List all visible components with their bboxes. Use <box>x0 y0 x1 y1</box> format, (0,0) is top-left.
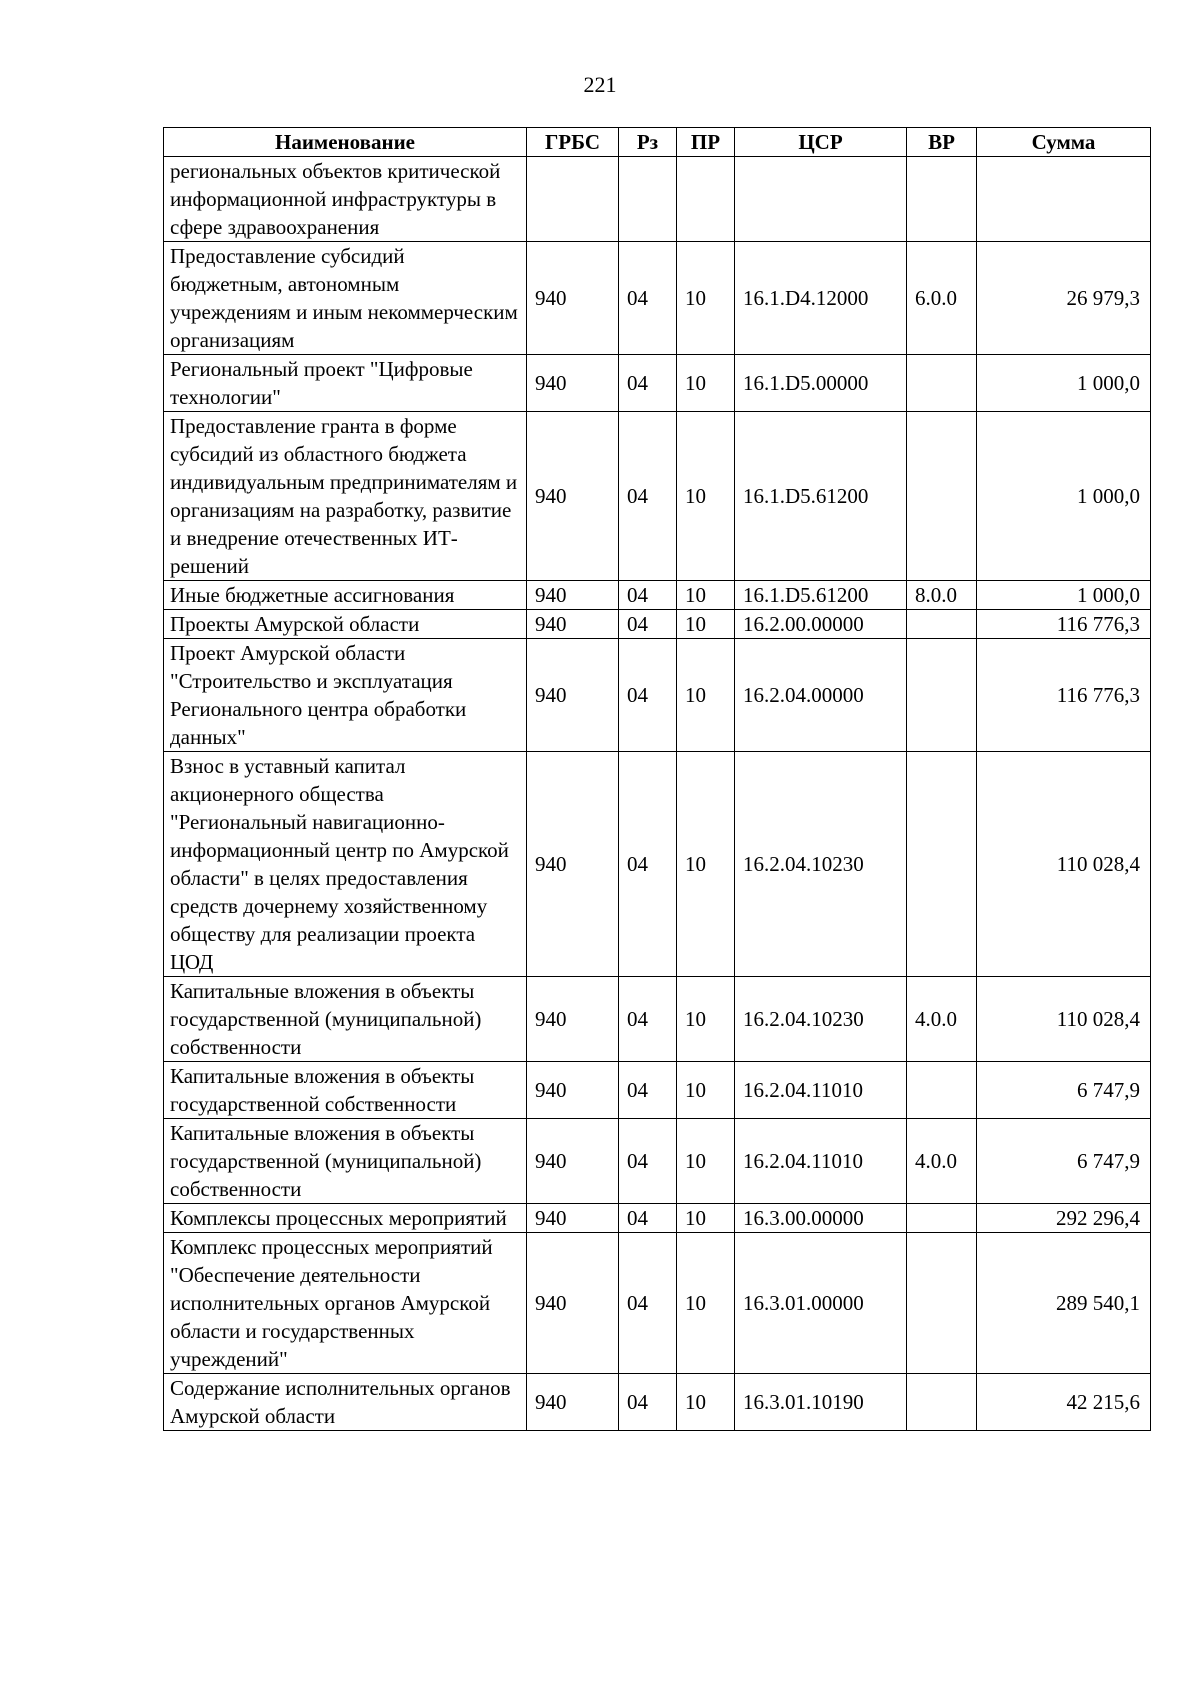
table-row <box>164 752 1151 977</box>
row-name: Проект Амурской области "Строительство и эксплуатация Регионального центра обработки данных" <box>164 639 527 752</box>
row-grbs: 940 <box>527 1204 619 1233</box>
header-pr: ПР <box>677 128 735 157</box>
row-grbs: 940 <box>527 355 619 412</box>
row-name: Проекты Амурской области <box>164 610 527 639</box>
row-pr: 10 <box>677 1233 735 1374</box>
row-vr: 6.0.0 <box>907 242 977 355</box>
table-row <box>164 1374 1151 1431</box>
row-rz: 04 <box>619 1204 677 1233</box>
row-pr: 10 <box>677 1204 735 1233</box>
table-row <box>164 157 1151 242</box>
row-csr: 16.1.D5.61200 <box>735 412 907 581</box>
row-sum: 292 296,4 <box>977 1204 1151 1233</box>
row-sum: 116 776,3 <box>977 639 1151 752</box>
header-vr: ВР <box>907 128 977 157</box>
row-csr: 16.2.04.11010 <box>735 1119 907 1204</box>
row-pr: 10 <box>677 242 735 355</box>
row-name: Комплекс процессных мероприятий "Обеспечение деятельности исполнительных органов Амурской области и государственных учреждений" <box>164 1233 527 1374</box>
row-sum: 1 000,0 <box>977 412 1151 581</box>
row-pr: 10 <box>677 752 735 977</box>
row-vr: 8.0.0 <box>907 581 977 610</box>
row-name: региональных объектов критической информационной инфраструктуры в сфере здравоохранения <box>164 157 527 242</box>
row-sum: 6 747,9 <box>977 1062 1151 1119</box>
row-grbs: 940 <box>527 242 619 355</box>
row-csr: 16.3.01.10190 <box>735 1374 907 1431</box>
table-row <box>164 1233 1151 1374</box>
table-row <box>164 639 1151 752</box>
row-grbs: 940 <box>527 610 619 639</box>
row-pr: 10 <box>677 1374 735 1431</box>
row-grbs: 940 <box>527 412 619 581</box>
row-rz <box>619 157 677 242</box>
row-pr: 10 <box>677 610 735 639</box>
row-vr <box>907 1062 977 1119</box>
table-row <box>164 610 1151 639</box>
row-rz: 04 <box>619 1374 677 1431</box>
row-csr: 16.3.01.00000 <box>735 1233 907 1374</box>
row-pr: 10 <box>677 355 735 412</box>
row-name: Региональный проект "Цифровые технологии" <box>164 355 527 412</box>
row-csr: 16.1.D5.00000 <box>735 355 907 412</box>
row-vr <box>907 412 977 581</box>
row-vr <box>907 1233 977 1374</box>
row-csr: 16.1.D5.61200 <box>735 581 907 610</box>
row-vr: 4.0.0 <box>907 977 977 1062</box>
row-rz: 04 <box>619 1233 677 1374</box>
row-sum <box>977 157 1151 242</box>
row-name: Капитальные вложения в объекты государственной собственности <box>164 1062 527 1119</box>
row-csr <box>735 157 907 242</box>
row-csr: 16.2.04.11010 <box>735 1062 907 1119</box>
row-pr: 10 <box>677 412 735 581</box>
row-sum: 1 000,0 <box>977 581 1151 610</box>
row-grbs: 940 <box>527 1062 619 1119</box>
row-name: Содержание исполнительных органов Амурской области <box>164 1374 527 1431</box>
row-grbs: 940 <box>527 1233 619 1374</box>
row-pr: 10 <box>677 581 735 610</box>
header-sum: Сумма <box>977 128 1151 157</box>
row-rz: 04 <box>619 242 677 355</box>
header-rz: Рз <box>619 128 677 157</box>
row-sum: 116 776,3 <box>977 610 1151 639</box>
row-vr <box>907 355 977 412</box>
header-csr: ЦСР <box>735 128 907 157</box>
row-sum: 1 000,0 <box>977 355 1151 412</box>
table-row <box>164 1119 1151 1204</box>
row-vr <box>907 157 977 242</box>
row-vr <box>907 752 977 977</box>
row-rz: 04 <box>619 1062 677 1119</box>
row-pr: 10 <box>677 639 735 752</box>
budget-table <box>163 127 1151 1431</box>
header-grbs: ГРБС <box>527 128 619 157</box>
row-sum: 42 215,6 <box>977 1374 1151 1431</box>
row-name: Предоставление субсидий бюджетным, автономным учреждениям и иным некоммерческим организациям <box>164 242 527 355</box>
table-row <box>164 1062 1151 1119</box>
row-rz: 04 <box>619 752 677 977</box>
row-pr: 10 <box>677 1119 735 1204</box>
row-rz: 04 <box>619 977 677 1062</box>
row-grbs <box>527 157 619 242</box>
row-name: Капитальные вложения в объекты государственной (муниципальной) собственности <box>164 1119 527 1204</box>
row-vr: 4.0.0 <box>907 1119 977 1204</box>
row-name: Комплексы процессных мероприятий <box>164 1204 527 1233</box>
row-vr <box>907 1204 977 1233</box>
row-rz: 04 <box>619 412 677 581</box>
row-sum: 6 747,9 <box>977 1119 1151 1204</box>
row-name: Иные бюджетные ассигнования <box>164 581 527 610</box>
row-grbs: 940 <box>527 752 619 977</box>
table-row <box>164 242 1151 355</box>
row-name: Капитальные вложения в объекты государственной (муниципальной) собственности <box>164 977 527 1062</box>
row-csr: 16.1.D4.12000 <box>735 242 907 355</box>
row-sum: 110 028,4 <box>977 752 1151 977</box>
header-name: Наименование <box>164 128 527 157</box>
row-grbs: 940 <box>527 639 619 752</box>
row-rz: 04 <box>619 610 677 639</box>
row-vr <box>907 639 977 752</box>
row-pr <box>677 157 735 242</box>
row-vr <box>907 610 977 639</box>
row-grbs: 940 <box>527 977 619 1062</box>
row-grbs: 940 <box>527 1119 619 1204</box>
table-row <box>164 412 1151 581</box>
row-pr: 10 <box>677 977 735 1062</box>
row-csr: 16.3.00.00000 <box>735 1204 907 1233</box>
table-row <box>164 581 1151 610</box>
row-csr: 16.2.04.10230 <box>735 752 907 977</box>
table-row <box>164 977 1151 1062</box>
row-pr: 10 <box>677 1062 735 1119</box>
row-rz: 04 <box>619 1119 677 1204</box>
table-header-row <box>164 128 1151 157</box>
table-row <box>164 1204 1151 1233</box>
row-csr: 16.2.04.00000 <box>735 639 907 752</box>
row-name: Взнос в уставный капитал акционерного общества "Региональный навигационно-информационный центр по Амурской области" в целях предоставления средств дочернему хозяйственному обществу для реализации проекта ЦОД <box>164 752 527 977</box>
row-sum: 289 540,1 <box>977 1233 1151 1374</box>
row-grbs: 940 <box>527 1374 619 1431</box>
row-name: Предоставление гранта в форме субсидий из областного бюджета индивидуальным предпринимателям и организациям на разработку, развитие и внедрение отечественных ИТ-решений <box>164 412 527 581</box>
row-sum: 26 979,3 <box>977 242 1151 355</box>
row-csr: 16.2.04.10230 <box>735 977 907 1062</box>
row-rz: 04 <box>619 581 677 610</box>
row-csr: 16.2.00.00000 <box>735 610 907 639</box>
row-sum: 110 028,4 <box>977 977 1151 1062</box>
row-rz: 04 <box>619 355 677 412</box>
table-row <box>164 355 1151 412</box>
row-vr <box>907 1374 977 1431</box>
row-grbs: 940 <box>527 581 619 610</box>
row-rz: 04 <box>619 639 677 752</box>
page-number: 221 <box>583 72 617 97</box>
